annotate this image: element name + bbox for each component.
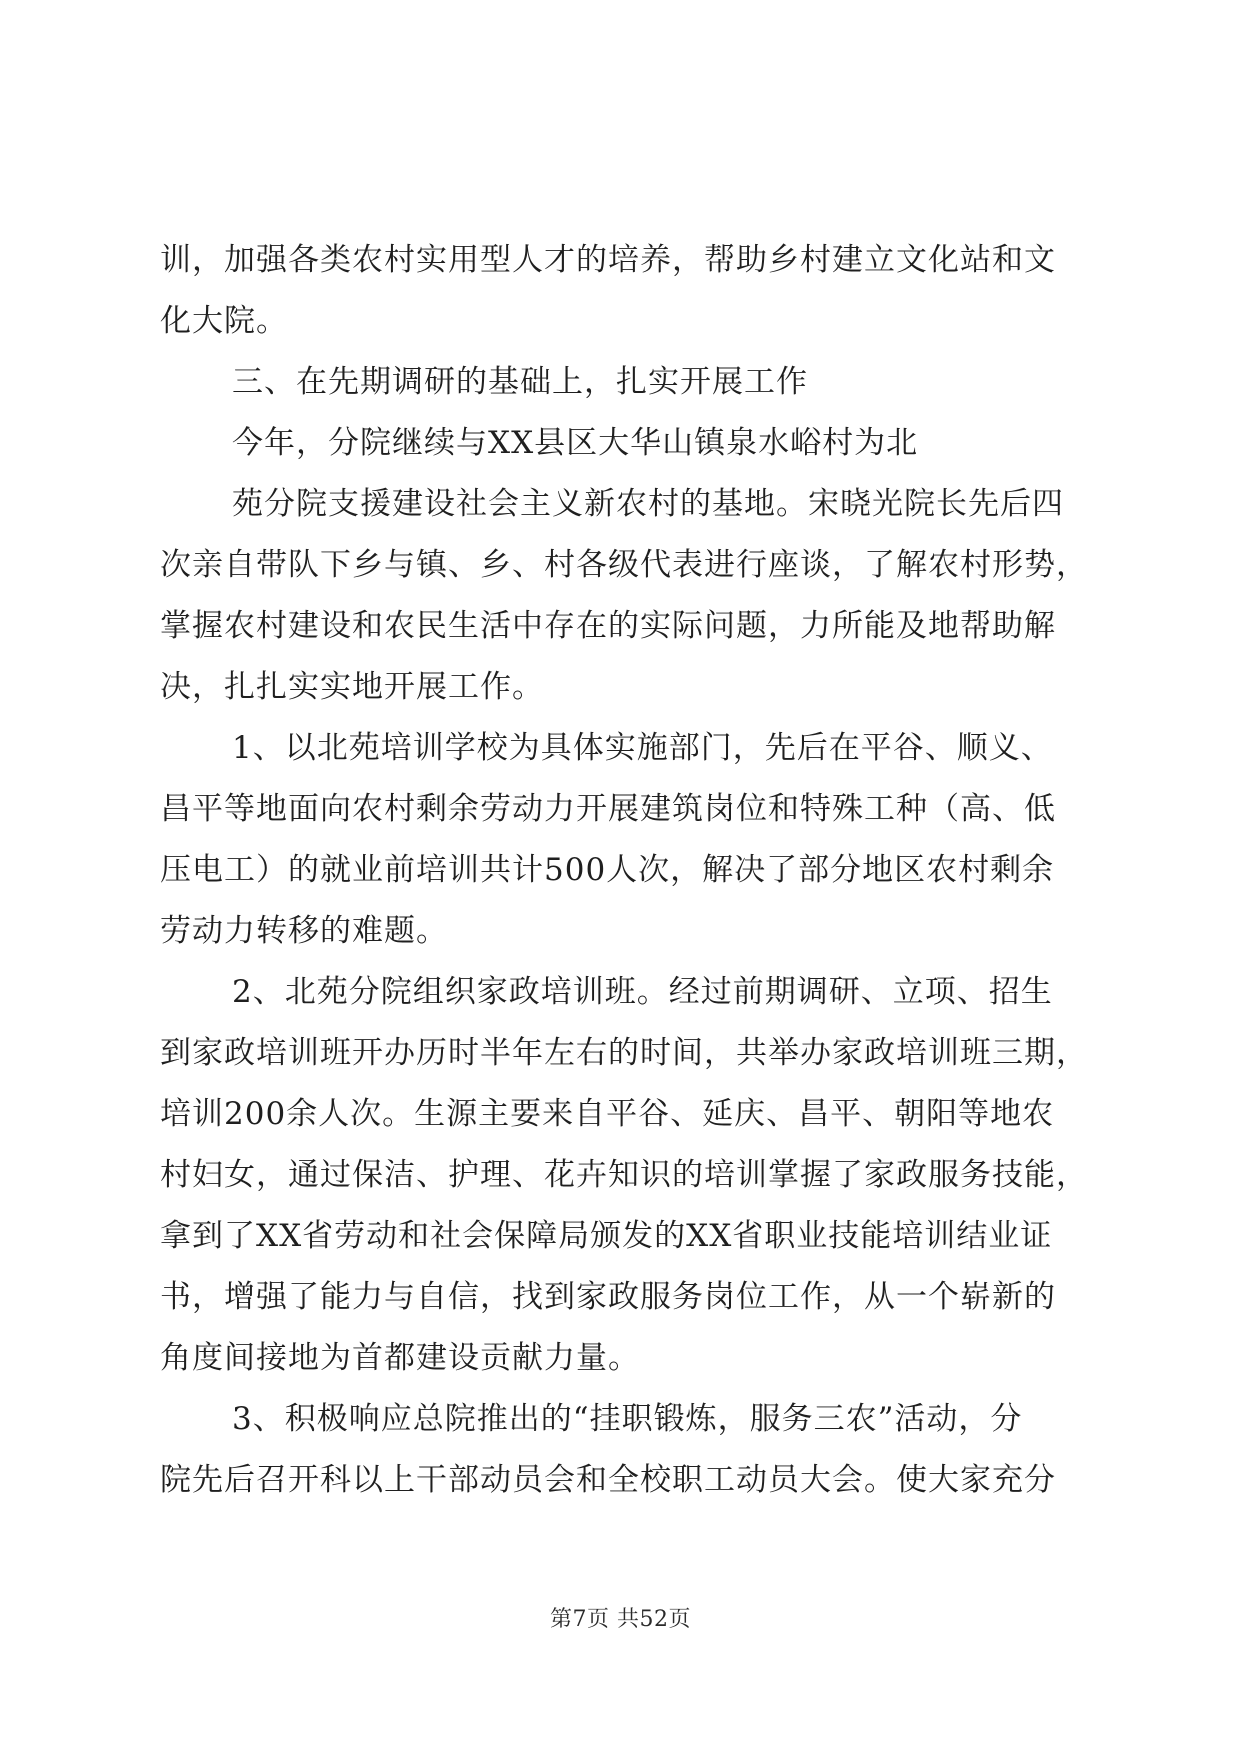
body-line: 拿到了XX省劳动和社会保障局颁发的XX省职业技能培训结业证 [160,1218,1053,1254]
body-line: 今年，分院继续与XX县区大华山镇泉水峪村为北 [232,425,919,461]
body-line: 训，加强各类农村实用型人才的培养，帮助乡村建立文化站和文 [160,242,1056,278]
body-line: 次亲自带队下乡与镇、乡、村各级代表进行座谈，了解农村形势， [160,547,1088,583]
body-line: 劳动力转移的难题。 [160,913,448,949]
body-line: 3、积极响应总院推出的“挂职锻炼，服务三农”活动，分 [232,1401,1023,1437]
body-line: 2、北苑分院组织家政培训班。经过前期调研、立项、招生 [232,974,1053,1010]
body-line: 院先后召开科以上干部动员会和全校职工动员大会。使大家充分 [160,1462,1056,1498]
body-line: 角度间接地为首都建设贡献力量。 [160,1340,640,1376]
body-line: 1、以北苑培训学校为具体实施部门，先后在平谷、顺义、 [232,730,1053,766]
section-heading: 三、在先期调研的基础上，扎实开展工作 [232,364,808,400]
body-line: 培训200余人次。生源主要来自平谷、延庆、昌平、朝阳等地农 [160,1096,1055,1132]
body-line: 昌平等地面向农村剩余劳动力开展建筑岗位和特殊工种（高、低 [160,791,1056,827]
body-line: 决，扎扎实实地开展工作。 [160,669,544,705]
body-line: 压电工）的就业前培训共计500人次，解决了部分地区农村剩余 [160,852,1055,888]
document-body [160,230,1090,1511]
body-line: 苑分院支援建设社会主义新农村的基地。宋晓光院长先后四 [232,486,1064,522]
body-line: 到家政培训班开办历时半年左右的时间，共举办家政培训班三期， [160,1035,1088,1071]
body-line: 化大院。 [160,303,288,339]
body-line: 村妇女，通过保洁、护理、花卉知识的培训掌握了家政服务技能， [160,1157,1088,1193]
body-line: 掌握农村建设和农民生活中存在的实际问题，力所能及地帮助解 [160,608,1056,644]
page-number-footer: 第7页 共52页 [550,1607,691,1632]
body-line: 书，增强了能力与自信，找到家政服务岗位工作，从一个崭新的 [160,1279,1056,1315]
